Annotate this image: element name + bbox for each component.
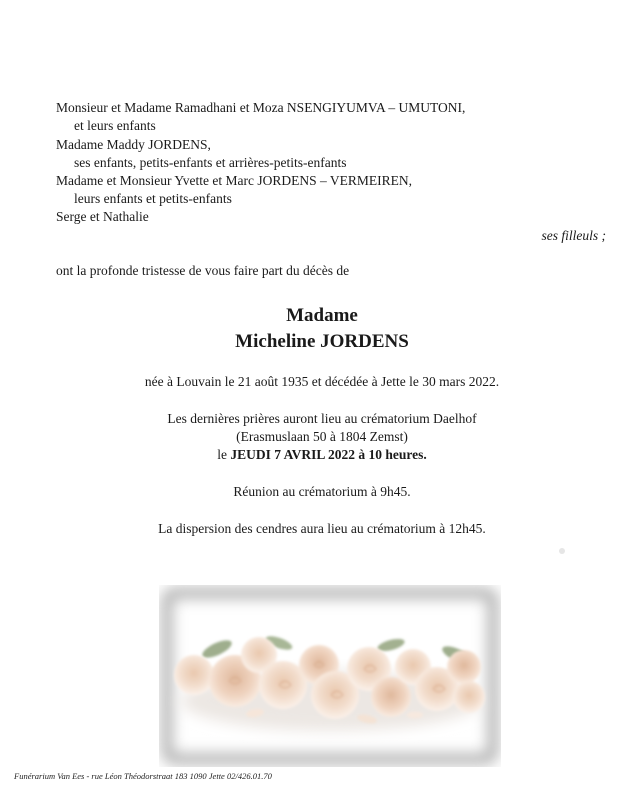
family-line-7: Serge et Nathalie	[56, 209, 149, 224]
family-line-4: ses enfants, petits-enfants et arrières-petits-enfants	[74, 155, 347, 170]
ceremony-line-1: Les dernières prières auront lieu au crématorium Daelhof	[167, 411, 477, 426]
deceased-name: Micheline JORDENS	[235, 331, 409, 352]
family-line-5: Madame et Monsieur Yvette et Marc JORDENS – VERMEIREN,	[56, 173, 412, 188]
deceased-title: Madame	[286, 305, 358, 326]
ceremony-date-prefix: le	[217, 447, 231, 462]
white-roses-image	[159, 585, 501, 767]
family-line-1: Monsieur et Madame Ramadhani et Moza NSENGIYUMVA – UMUTONI,	[56, 100, 466, 115]
ashes-text: La dispersion des cendres aura lieu au crématorium à 12h45.	[158, 521, 486, 536]
family-line-3: Madame Maddy JORDENS,	[56, 137, 211, 152]
announcement-text: ont la profonde tristesse de vous faire part du décès de	[56, 263, 350, 278]
family-line-2: et leurs enfants	[74, 118, 156, 133]
funeral-home-footer: Funérarium Van Ees - rue Léon Théodorstraat 183 1090 Jette 02/426.01.70	[14, 771, 272, 781]
ceremony-address: (Erasmuslaan 50 à 1804 Zemst)	[236, 429, 408, 444]
ceremony-date: JEUDI 7 AVRIL 2022 à 10 heures.	[230, 447, 427, 462]
godchildren-line: ses filleuls ;	[541, 228, 606, 243]
ceremony-date-line	[0, 446, 644, 464]
meeting-text: Réunion au crématorium à 9h45.	[233, 484, 411, 499]
decorative-dot	[559, 548, 565, 554]
family-line-6: leurs enfants et petits-enfants	[74, 191, 232, 206]
birth-death-text: née à Louvain le 21 août 1935 et décédée à Jette le 30 mars 2022.	[144, 374, 500, 389]
